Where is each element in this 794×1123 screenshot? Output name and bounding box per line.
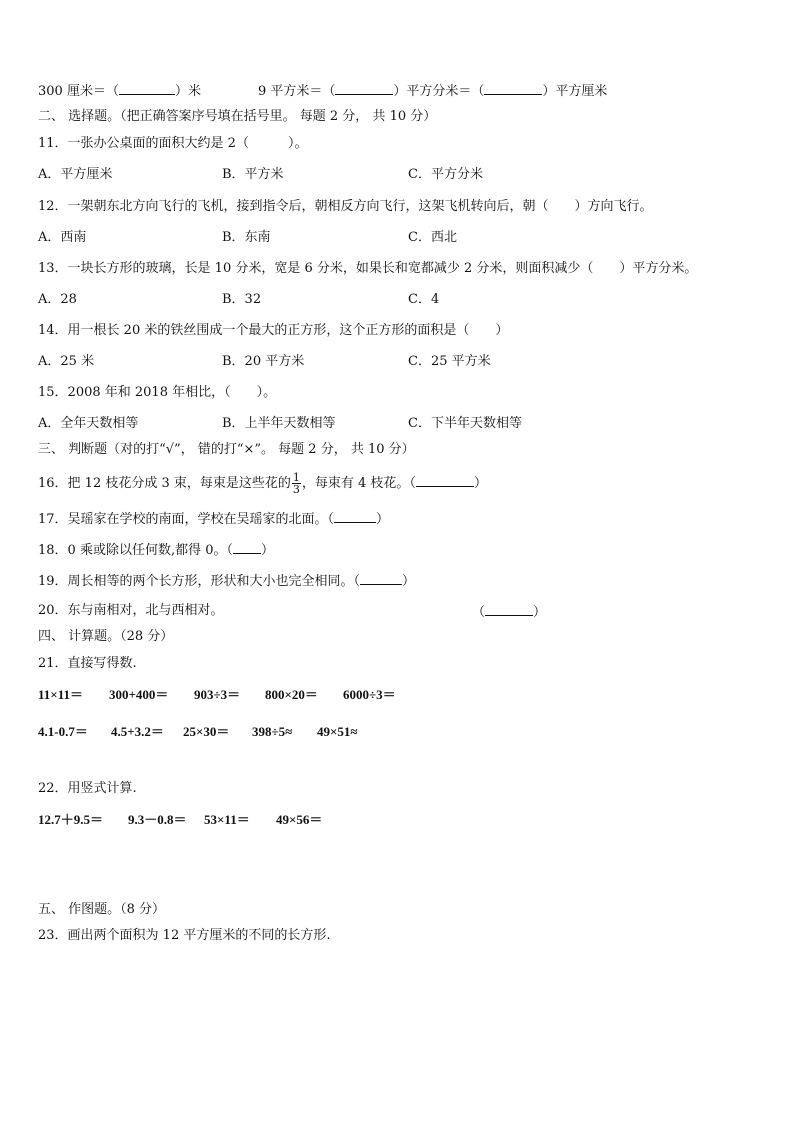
q17-close: ）	[376, 512, 390, 527]
answer-blank[interactable]	[335, 81, 393, 95]
q20-close: ）	[533, 605, 547, 620]
q22-calc-4: 49×56＝	[276, 812, 323, 827]
section-5-heading: 五、 作图题。（8 分）	[38, 902, 166, 917]
q22-stem: 22．用竖式计算.	[38, 781, 137, 796]
conversion-2-suffix: ）平方厘米	[542, 84, 608, 99]
q20-open: （	[472, 605, 486, 620]
fraction-denominator: 3	[292, 483, 300, 496]
q21-calc-6: 4.1-0.7＝	[38, 724, 88, 739]
q22-calc-1: 12.7＋9.5＝	[38, 812, 104, 827]
q12-stem: 12．一架朝东北方向飞行的飞机，接到指令后，朝相反方向飞行，这架飞机转向后，朝（ ）方向飞行。	[38, 199, 653, 214]
answer-blank[interactable]	[485, 602, 533, 616]
q15-option-c[interactable]: C．下半年天数相等	[408, 416, 522, 431]
q21-calc-4: 800×20＝	[265, 687, 318, 702]
q18-text: 18．0 乘或除以任何数,都得 0。（	[38, 543, 233, 558]
q21-calc-3: 903÷3＝	[194, 687, 241, 702]
q17-text: 17．吴瑶家在学校的南面，学校在吴瑶家的北面。（	[38, 512, 335, 527]
q11-option-a[interactable]: A．平方厘米	[38, 167, 113, 182]
q14-option-b[interactable]: B．20 平方米	[222, 354, 305, 369]
q12-option-c[interactable]: C．西北	[408, 230, 457, 245]
answer-blank[interactable]	[233, 540, 261, 554]
q22-calc-2: 9.3－0.8＝	[128, 812, 187, 827]
q13-option-b[interactable]: B．32	[222, 292, 262, 307]
q21-calc-2: 300+400＝	[109, 687, 169, 702]
answer-blank[interactable]	[484, 81, 542, 95]
q21-stem: 21．直接写得数.	[38, 656, 137, 671]
q11-option-c[interactable]: C．平方分米	[408, 167, 483, 182]
q11-stem: 11．一张办公桌面的面积大约是 2（ ）。	[38, 136, 308, 151]
q14-option-a[interactable]: A．25 米	[38, 354, 95, 369]
q21-calc-9: 398÷5≈	[252, 724, 293, 739]
q16	[38, 472, 487, 495]
answer-blank[interactable]	[416, 473, 474, 487]
q15-option-b[interactable]: B．上半年天数相等	[222, 416, 336, 431]
section-2-heading: 二、 选择题。（把正确答案序号填在括号里。 每题 2 分， 共 10 分）	[38, 109, 437, 124]
q16-text-before: 16．把 12 枝花分成 3 束，每束是这些花的	[38, 476, 291, 491]
q15-option-a[interactable]: A．全年天数相等	[38, 416, 139, 431]
q13-stem: 13．一块长方形的玻璃，长是 10 分米，宽是 6 分米，如果长和宽都减少 2 分米，则面积减少（ ）平方分米。	[38, 261, 698, 276]
conversion-line	[38, 81, 201, 101]
q12-option-a[interactable]: A．西南	[38, 230, 87, 245]
section-4-heading: 四、 计算题。（28 分）	[38, 629, 174, 644]
conversion-line-2	[258, 81, 607, 101]
answer-blank[interactable]	[360, 571, 402, 585]
q23-stem: 23．画出两个面积为 12 平方厘米的不同的长方形.	[38, 928, 331, 943]
q14-stem: 14．用一根长 20 米的铁丝围成一个最大的正方形，这个正方形的面积是（ ）	[38, 323, 509, 338]
q21-calc-5: 6000÷3＝	[343, 687, 396, 702]
q16-text-after: ，每束有 4 枝花。（	[301, 476, 416, 491]
q19-text: 19．周长相等的两个长方形，形状和大小也完全相同。（	[38, 574, 361, 589]
conversion-1-suffix: ）米	[174, 84, 201, 99]
answer-blank[interactable]	[119, 81, 175, 95]
q18	[38, 540, 274, 560]
q21-calc-7: 4.5+3.2＝	[111, 724, 164, 739]
q20-answer	[472, 602, 546, 622]
q19-close: ）	[402, 574, 416, 589]
q12-option-b[interactable]: B．东南	[222, 230, 271, 245]
q16-close: ）	[473, 476, 487, 491]
conversion-2-prefix: 9 平方米＝（	[258, 84, 336, 99]
q13-option-c[interactable]: C．4	[408, 292, 440, 307]
q18-close: ）	[260, 543, 274, 558]
q20-text: 20．东与南相对，北与西相对。	[38, 603, 224, 618]
section-3-heading: 三、 判断题（对的打“√”， 错的打“×”。 每题 2 分， 共 10 分）	[38, 442, 415, 457]
q15-stem: 15．2008 年和 2018 年相比，（ ）。	[38, 385, 277, 400]
conversion-1-prefix: 300 厘米＝（	[38, 84, 119, 99]
q19	[38, 571, 415, 591]
q13-option-a[interactable]: A．28	[38, 292, 77, 307]
fraction-numerator: 1	[292, 471, 300, 484]
q21-calc-1: 11×11＝	[38, 687, 83, 702]
conversion-2-mid: ）平方分米＝（	[393, 84, 485, 99]
q11-option-b[interactable]: B．平方米	[222, 167, 284, 182]
q17	[38, 509, 389, 529]
q14-option-c[interactable]: C．25 平方米	[408, 354, 491, 369]
q21-calc-8: 25×30＝	[183, 724, 230, 739]
q22-calc-3: 53×11＝	[204, 812, 250, 827]
answer-blank[interactable]	[334, 509, 376, 523]
q21-calc-10: 49×51≈	[317, 724, 358, 739]
fraction-one-third	[292, 472, 301, 495]
